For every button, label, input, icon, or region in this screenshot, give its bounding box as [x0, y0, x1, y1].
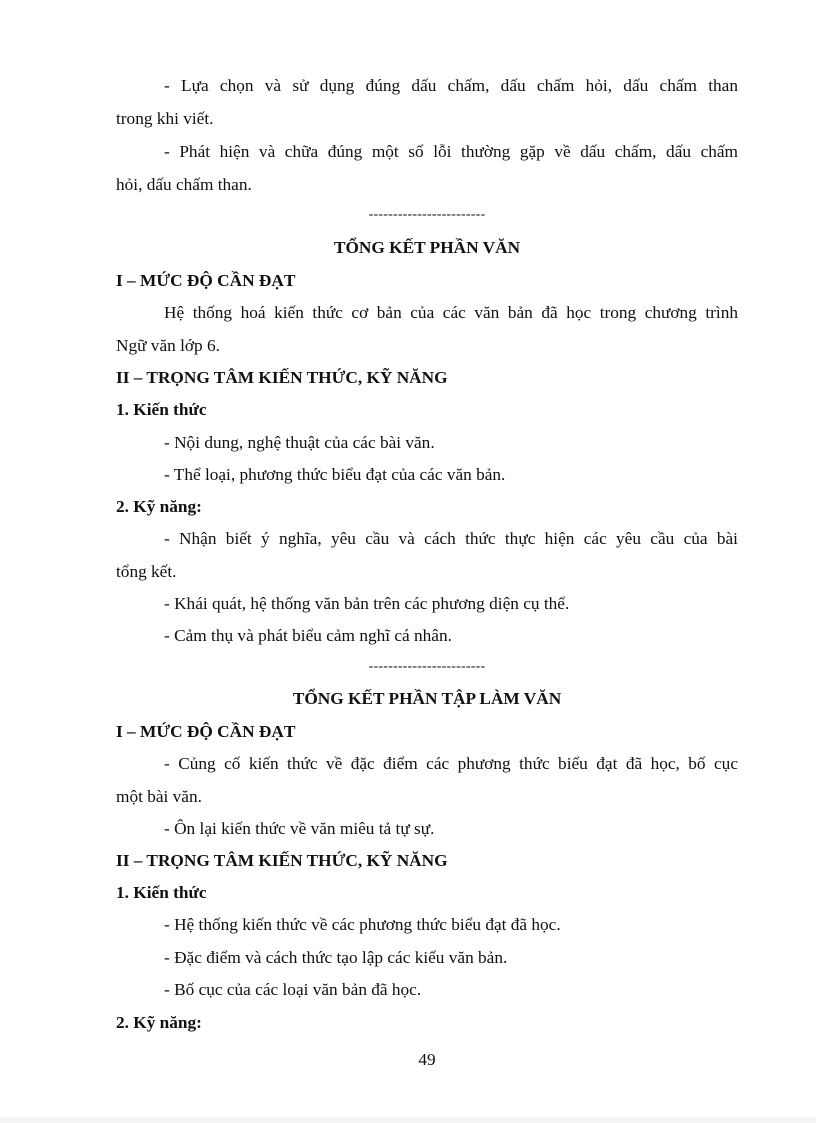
intro-bullet-2-line-1: - Phát hiện và chữa đúng một số lỗi thường gặp về dấu chấm, dấu chấm [164, 142, 738, 161]
intro-bullet-1-line-2: trong khi viết. [116, 109, 214, 128]
list-item: - Củng cố kiến thức về đặc điểm các phương thức biểu đạt đã học, bố cục [164, 754, 738, 773]
list-item: - Bố cục của các loại văn bản đã học. [164, 980, 422, 999]
list-item: - Nội dung, nghệ thuật của các bài văn. [164, 433, 435, 452]
subheading-knowledge: 1. Kiến thức [116, 400, 207, 419]
list-item: - Đặc điểm và cách thức tạo lập các kiểu văn bản. [164, 948, 508, 967]
intro-bullet-2-line-2: hỏi, dấu chấm than. [116, 175, 252, 194]
list-item-continuation: một bài văn. [116, 787, 202, 806]
paragraph-line: Hệ thống hoá kiến thức cơ bản của các văn bản đã học trong chương trình [164, 303, 738, 322]
paragraph-line: Ngữ văn lớp 6. [116, 336, 220, 355]
list-item: - Khái quát, hệ thống văn bản trên các phương diện cụ thể. [164, 594, 570, 613]
subheading-knowledge: 1. Kiến thức [116, 883, 207, 902]
section-heading-level-2: II – TRỌNG TÂM KIẾN THỨC, KỸ NĂNG [116, 851, 448, 870]
subheading-skills: 2. Kỹ năng: [116, 1013, 202, 1032]
section-heading-level-2: II – TRỌNG TÂM KIẾN THỨC, KỸ NĂNG [116, 368, 448, 387]
subheading-skills: 2. Kỹ năng: [116, 497, 202, 516]
list-item: - Cảm thụ và phát biểu cảm nghĩ cá nhân. [164, 626, 452, 645]
list-item: - Hệ thống kiến thức về các phương thức biểu đạt đã học. [164, 915, 561, 934]
separator: ------------------------ [368, 207, 486, 222]
list-item: - Ôn lại kiến thức về văn miêu tả tự sự. [164, 819, 435, 838]
intro-bullet-1-line-1: - Lựa chọn và sử dụng đúng dấu chấm, dấu chấm hỏi, dấu chấm than [164, 76, 738, 95]
list-item: - Thể loại, phương thức biểu đạt của các văn bản. [164, 465, 506, 484]
separator: ------------------------ [368, 659, 486, 674]
section-title: TỔNG KẾT PHẦN TẬP LÀM VĂN [292, 689, 562, 708]
list-item-continuation: tổng kết. [116, 562, 177, 581]
section-heading-level-1: I – MỨC ĐỘ CẦN ĐẠT [116, 271, 296, 290]
list-item: - Nhận biết ý nghĩa, yêu cầu và cách thức thực hiện các yêu cầu của bài [164, 529, 738, 548]
page-number: 49 [418, 1050, 436, 1069]
section-heading-level-1: I – MỨC ĐỘ CẦN ĐẠT [116, 722, 296, 741]
section-title: TỔNG KẾT PHẦN VĂN [333, 238, 521, 257]
page-bottom-edge [0, 1117, 816, 1123]
